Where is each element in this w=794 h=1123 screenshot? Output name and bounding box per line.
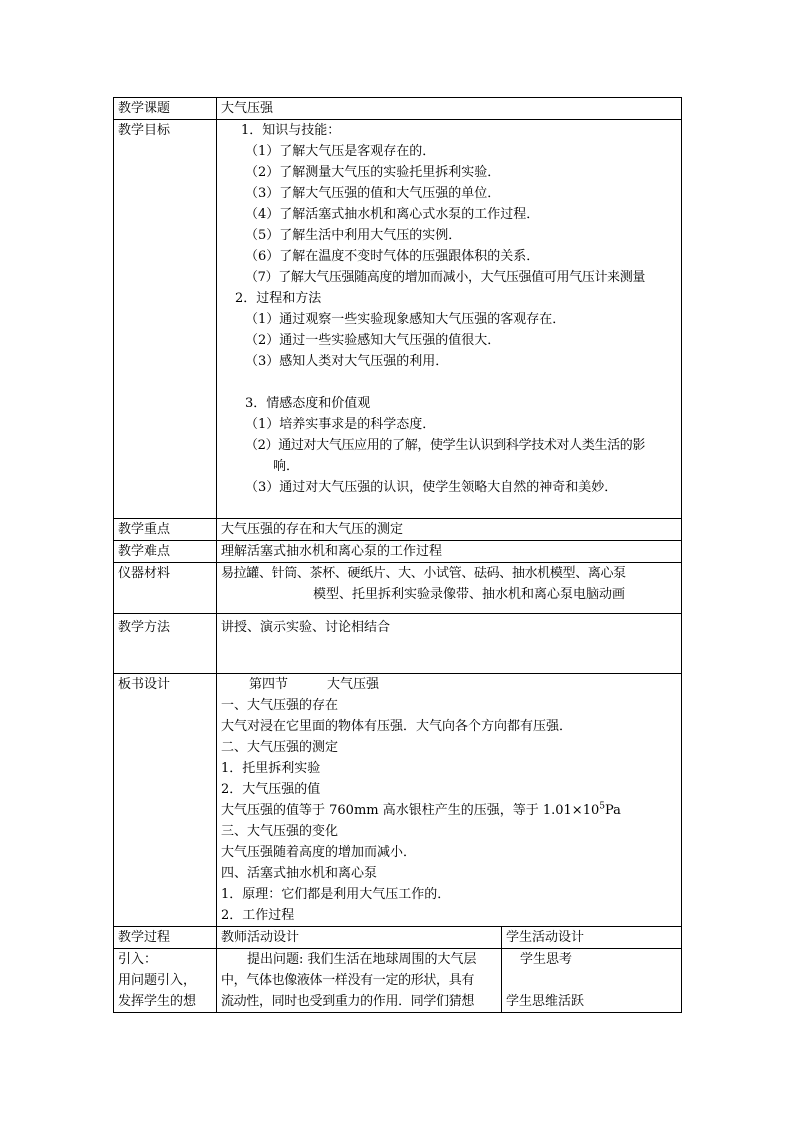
- goals-item: （4）了解活塞式抽水机和离心式水泵的工作过程．: [245, 207, 540, 222]
- goals-section1-title: 1．知识与技能：: [241, 123, 341, 138]
- goals-item: （1）通过观察一些实验现象感知大气压强的客观存在．: [245, 312, 566, 327]
- goals-item: （6）了解在温度不变时气体的压强跟体积的关系．: [245, 249, 540, 264]
- difficulty-value: 理解活塞式抽水机和离心泵的工作过程: [217, 541, 682, 563]
- process-label: 教学过程: [114, 927, 217, 949]
- materials-line: 易拉罐、针筒、茶杯、硬纸片、大、小试管、砝码、抽水机模型、离心泵: [221, 566, 626, 581]
- board-line: 三、大气压强的变化: [221, 824, 339, 839]
- goals-item: （3）感知人类对大气压强的利用．: [245, 354, 449, 369]
- intro-line: 用问题引入，: [118, 973, 197, 988]
- goals-item: （1）了解大气压是客观存在的．: [245, 144, 436, 159]
- goals-item: （1）培养实事求是的科学态度．: [245, 417, 436, 432]
- goals-item: （2）通过一些实验感知大气压强的值很大．: [245, 333, 501, 348]
- board-row: [114, 674, 682, 927]
- board-line: 1．托里拆利实验: [221, 761, 321, 776]
- teacher-activity-header: 教师活动设计: [217, 927, 502, 949]
- student-line: 学生思维活跃: [506, 994, 585, 1009]
- board-value-unit: Pa: [604, 803, 621, 818]
- goals-item: （7）了解大气压强随高度的增加而减小，大气压强值可用气压计来测量: [245, 270, 646, 285]
- goals-item: （3）了解大气压强的值和大气压强的单位．: [245, 186, 501, 201]
- board-line: 一、大气压强的存在: [221, 698, 339, 713]
- board-line: 四、活塞式抽水机和离心泵: [221, 866, 378, 881]
- method-row: [114, 614, 682, 674]
- goals-label: 教学目标: [114, 120, 217, 519]
- teacher-line: 中，气体也像液体一样没有一定的形状，具有: [221, 973, 475, 988]
- goals-row: [114, 120, 682, 519]
- board-value-prefix: 大气压强的值等于 760mm 高水银柱产生的压强，等于 1.01×10: [221, 803, 600, 818]
- key-point-row: [114, 519, 682, 541]
- board-line: 二、大气压强的测定: [221, 740, 339, 755]
- topic-value: 大气压强: [217, 98, 682, 120]
- board-heading: 第四节 大气压强: [249, 677, 380, 692]
- student-line: 学生思考: [520, 952, 573, 967]
- board-line: 大气对浸在它里面的物体有压强．大气向各个方向都有压强．: [221, 719, 573, 734]
- blank-line: [221, 372, 677, 393]
- teacher-line: 流动性，同时也受到重力的作用．同学们猜想: [221, 994, 475, 1009]
- goals-item: （2）通过对大气压应用的了解，使学生认识到科学技术对人类生活的影: [245, 438, 646, 453]
- materials-row: [114, 563, 682, 614]
- key-point-label: 教学重点: [114, 519, 217, 541]
- goals-item: （5）了解生活中利用大气压的实例．: [245, 228, 462, 243]
- goals-item-continuation: 响．: [273, 459, 300, 474]
- process-intro-row: [114, 949, 682, 1013]
- materials-line: 模型、托里拆利实验录像带、抽水机和离心泵电脑动画: [313, 587, 626, 602]
- student-activity-header: 学生活动设计: [502, 927, 682, 949]
- teacher-activity-cell: [217, 949, 502, 1013]
- board-line: 大气压强随着高度的增加而减小．: [221, 845, 417, 860]
- goals-item: （3）通过对大气压强的认识，使学生领略大自然的神奇和美妙．: [245, 480, 618, 495]
- goals-content: [217, 120, 682, 519]
- goals-section3-title: 3．情感态度和价值观: [245, 396, 371, 411]
- intro-line: 发挥学生的想: [118, 994, 197, 1009]
- board-line: 1．原理：它们都是利用大气压工作的．: [221, 887, 451, 902]
- topic-row: [114, 98, 682, 120]
- difficulty-row: [114, 541, 682, 563]
- board-value-line: [221, 800, 677, 821]
- student-line: [506, 970, 677, 991]
- lesson-plan-table: [113, 97, 682, 1013]
- difficulty-label: 教学难点: [114, 541, 217, 563]
- intro-line: 引入：: [118, 952, 158, 967]
- board-value-exponent: 5: [599, 801, 605, 812]
- goals-item: （2）了解测量大气压的实验托里拆利实验．: [245, 165, 501, 180]
- goals-section2-title: 2．过程和方法: [235, 291, 322, 306]
- topic-label: 教学课题: [114, 98, 217, 120]
- method-value: 讲授、演示实验、讨论相结合: [217, 614, 682, 674]
- board-content: [217, 674, 682, 927]
- board-line: 2．大气压强的值: [221, 782, 321, 797]
- teacher-line: 提出问题: 我们生活在地球周围的大气层: [247, 952, 477, 967]
- student-activity-cell: [502, 949, 682, 1013]
- board-label: 板书设计: [114, 674, 217, 927]
- materials-content: [217, 563, 682, 614]
- method-label: 教学方法: [114, 614, 217, 674]
- key-point-value: 大气压强的存在和大气压的测定: [217, 519, 682, 541]
- process-header-row: [114, 927, 682, 949]
- materials-label: 仪器材料: [114, 563, 217, 614]
- board-line: 2．工作过程: [221, 908, 295, 923]
- intro-cell: [114, 949, 217, 1013]
